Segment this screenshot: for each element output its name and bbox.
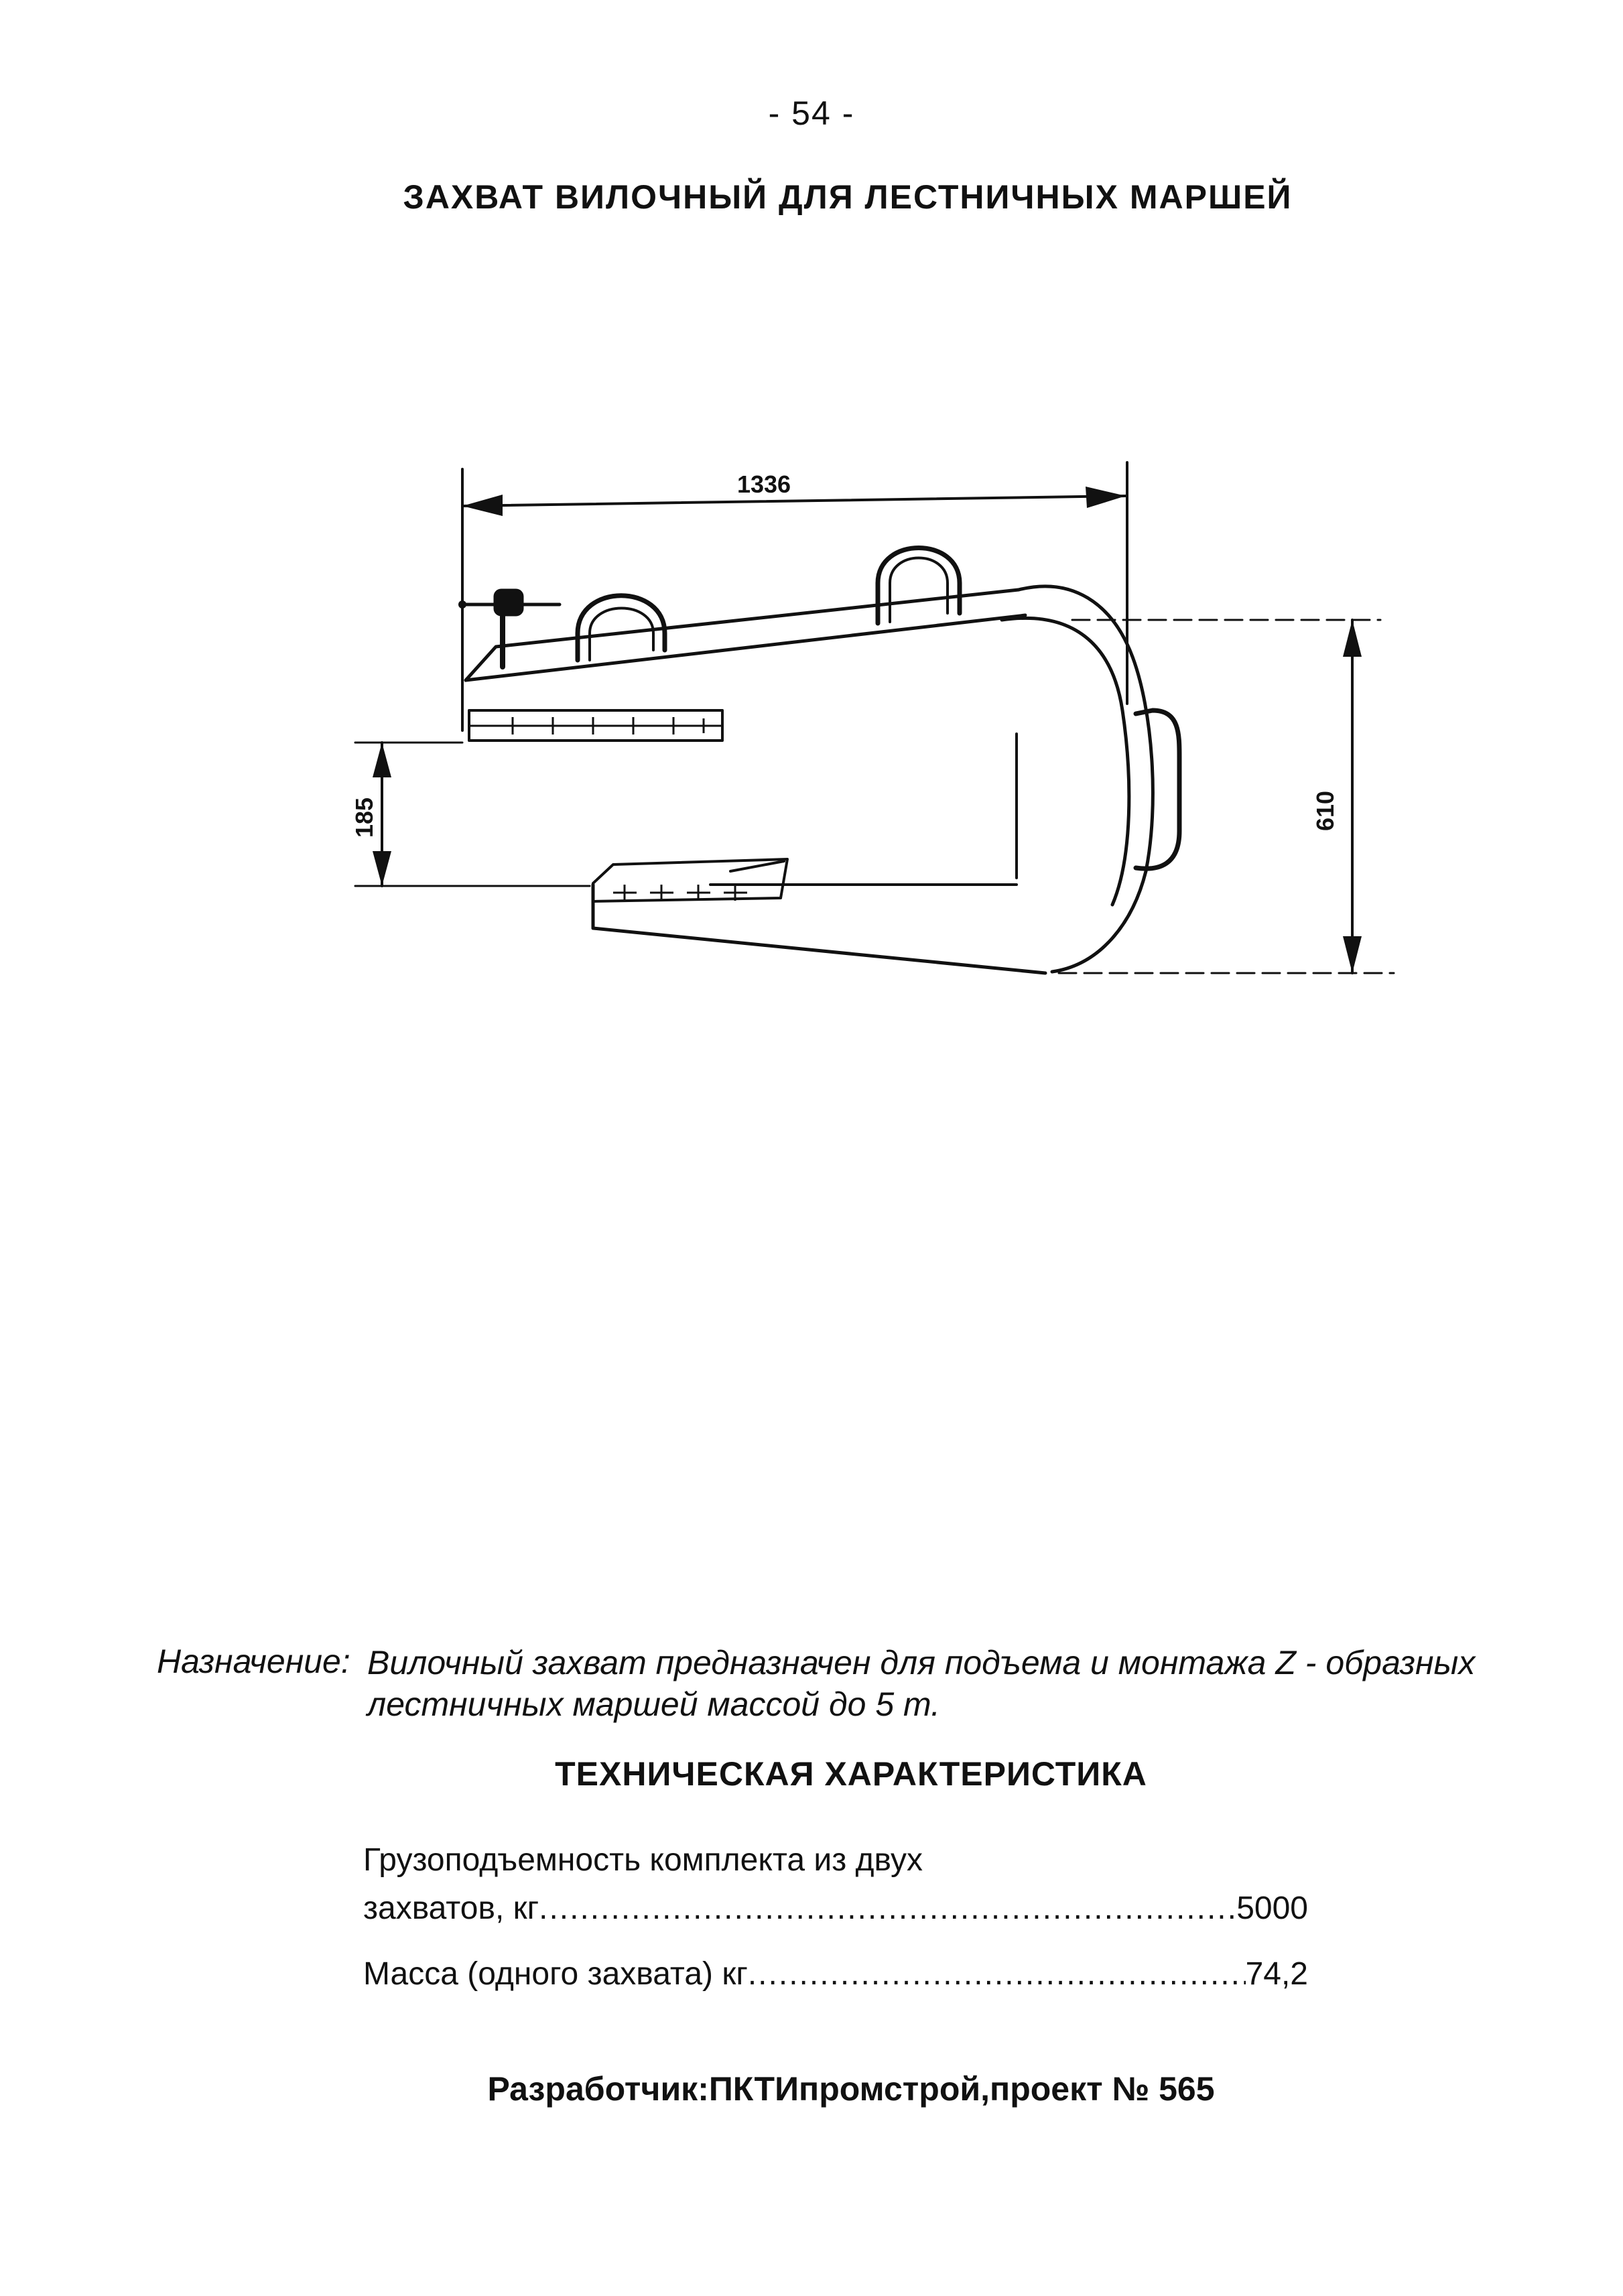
page-number: - 54 - [768, 94, 855, 132]
fork-grip-drawing [0, 0, 1623, 1139]
spec-capacity-line1: Грузоподъемность комплекта из двух [363, 1842, 923, 1878]
dimension-length-label: 1336 [736, 470, 791, 498]
developer-credit: Разработчик:ПКТИпромстрой,проект № 565 [487, 2070, 1215, 2108]
spec-capacity-value: 5000 [1236, 1891, 1308, 1926]
spec-mass-value: 74,2 [1245, 1956, 1308, 1992]
spec-mass-line [363, 1950, 1308, 1998]
spec-mass [363, 1950, 1308, 1998]
purpose-text: Вилочный захват предназначен для подъема и монтажа Z - образных лестничных маршей массой до 5 т. [367, 1644, 1476, 1723]
spec-capacity [363, 1836, 1308, 1933]
dot-leader [748, 1950, 1246, 1998]
spec-capacity-label: захватов, кг [363, 1891, 539, 1926]
spec-capacity-line2 [363, 1885, 1308, 1933]
document-title: ЗАХВАТ ВИЛОЧНЫЙ ДЛЯ ЛЕСТНИЧНЫХ МАРШЕЙ [403, 178, 1293, 216]
spec-mass-label: Масса (одного захвата) кг [363, 1956, 748, 1992]
purpose-label: Назначение: [157, 1643, 350, 1680]
dot-leader [539, 1885, 1236, 1933]
dimension-height-label: 610 [1311, 790, 1339, 832]
spec-heading: ТЕХНИЧЕСКАЯ ХАРАКТЕРИСТИКА [555, 1755, 1147, 1793]
dimension-gap-label: 185 [350, 797, 378, 838]
